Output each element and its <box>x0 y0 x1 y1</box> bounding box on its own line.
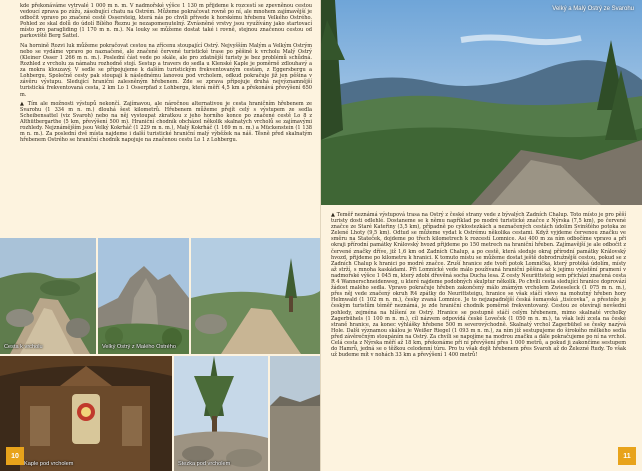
photo-stezka <box>174 356 268 471</box>
photo-trail-image <box>191 238 321 354</box>
panorama-caption: Velký a Malý Ostrý ze Svarohu <box>552 6 634 12</box>
photo-path-caption: Cesta k vrcholu <box>4 344 43 350</box>
photo-chapel <box>0 356 172 471</box>
photo-velky-ostry <box>98 238 189 354</box>
photo-chapel-image <box>0 356 172 471</box>
photo-panorama <box>321 0 642 205</box>
photo-stone-wall <box>270 356 321 471</box>
left-paragraph-1: kde překonáváme vytrvalé 1 000 m n. m. V nadmořské výšce 1 130 m přijdeme k rozcestí se zpevněnou cestou vedoucí zprava po zúžu, zásobující chatu na Ostrém. Můžeme pokračovat rovně po ní, ale mnohem zajímavější je odbočit vpravo po značené cestě Ossersteig, která nás po chvíli přivede k horskému hřebenu Velkého Ostrého. Pohled ze skal dolů do údolí Bílého Řeznu je nezapomenutelný. Zvrásněné vrstvy jsou využívány jako startovací místo pro paragliding (1 170 m n. m.). Na louky se můžeme dostat také i rovně, stejnou značenou cestou od parkoviště Berg Sattel. <box>20 3 312 40</box>
photo-chapel-caption: Kaple pod vrcholem <box>24 461 74 467</box>
photo-trail <box>191 238 321 354</box>
right-page-number: 11 <box>618 447 636 465</box>
right-paragraph-1: ▲ Teměř neznámá výstupová trasa na Ostrý z české strany vede z bývalých Zadních Chalup. Toto místo je pro pěší turisty dosti odlehlé. Dostaneme se k němu například po modré turistické značce z Nýrska (7,5 km), po červené značce ze Staré Kateřiny (3,5 km), případně po cyklostezkách a neznačených cestách údolím Svinšťého potoka ze Zelené Lhoty (9,5 km). Odtud se můžeme vydat k Ostrému několika cestami. Když vyjdeme červenou značku ve směru na Stateček, dojdeme po třech kilometrech k rozcestí Lomnice. Asi 400 m za ním odbočíme vpravo a při okraji přírodní památky Královský hvozd přijdeme po 150 metrech na hraniční hřeben. Zajímavější je ale odbočit z červené značky dříve, již 1,6 km od Zadních Chalup, a po cestě, která sleduje okraj přírodní památky Královský hvozd, přijdeme po kilometru k hranici. K tomuto místu se můžeme dostat ještě dobrodružnější cestou, pokud se z Zadních Chalup k hranici po modré značce. Zruší hranice zde tvoří potok Lomnička, který protéká údolím, místy až strží, s mnoha kaskádami. Při Lomnické vede málo používaná hraniční pěšina až k jejímu vyústění pramení v nadmořské výšce 1 045 m, který zdobí dřevěná socha Ducha lesa. Z cesty Neuriittsteig sem přichází značená cesta R 4 Wannerschneidenweg, u které najdeme podobných skulptur několik. Po chvíli cesta sledující hranice doprovází žádost malého sedla. Vpravo pokračuje hřeben zakončený málo známým vrcholem Zwieseleck (1 075 m n. m.), přes něj vede značený okruh R4 zpátky do Neurittsteigu, hranice se však stáčí vlevo na mohutný hřeben hory Helmwald (1 102 m n. m.), česky zvaná Lomnice. Je to nejzapadnější česká šumavská „tisícovka“, a přestože je českým turistům téměř neznámá, je zde hraniční chodník poměrně frekventovaný. Cestou ze otevírají nevšední pohledy, zejména na hlíšení ze Ostrý. Hranice se postupně stáčí celým hřebenem, mimo skalnaté vrcholky Zagerbühels (1 100 m n. m.), cíl názvem odpovídá české Loveček (1 050 m n. m.), ta však leží zcela na české straně hranice, za konec výhlášky hřebene 500 m severovýchodně. Skalnatý vrchol Zagerbühel se česky nazývá Hole. Dalši významou skálou je Weißer Riegel (1 093 m n. m.), za ním již sestupujeme do širokého mělkého sedla před závěrečným stoupáním na Ostrý. Za chvíli se napojíme na modrou značku a dále pokračujeme po ní na vrchol. Celá cesta z Nýrska měří až 18 km, překonáme při ní převýšení přes 1 000 metrů, a pokud ji zakončíme sestupem do Hamrů, jedná se o těžkou celodenní túru. Pro tu však dojít hřebenem přes Svaroh až do Železné Rudy. To však už budeme mít v nohách 33 km a převýšení 1 400 metrů! <box>331 212 626 359</box>
panorama-image <box>321 0 642 205</box>
photo-path-to-summit <box>0 238 96 354</box>
photo-velky-ostry-caption: Velký Ostrý z Malého Ostrého <box>102 344 176 350</box>
photo-stezka-caption: Stezka pod vrcholem <box>178 461 231 467</box>
right-page <box>321 0 642 471</box>
left-paragraph-3: ▲ Tím ale možnosti výstupů nekončí. Zajímavou, ale náročnou alternativou je cesta hraničním hřebenem ze Svarohu (1 334 m n. m.) dlouhá šest kilometrů. Hřebenem můžeme přejít celý s výstupem ze sedla Scheibensattel (viz Svaroh) nebo na něj vystoupat zkratkou z jeho horního konce po značené cestě Lo 8 z Althütbergarthe (5 km, převýšení 500 m). Hraniční chodník obcházel několik skalnatých vrcholů se zajímavými rozhledy. Nejznámějším jsou Velký Kokrháč (1 229 m n. m.), Malý Kokrháč (1 169 m n. m.) a Mückenstein (1 138 m n. m.). Za poslední dvě místa najdeme i další turistické hraniční malý výběžek na náš. Těsně před skalnatým hřebenem Ostrého se hraniční chodník napojuje na značenou cestu Lo 1 z Lohbergu. <box>20 100 312 144</box>
left-page-number: 10 <box>6 447 24 465</box>
left-paragraph-2: Na hornině Rozvi luk můžeme pokračovat cestou na zřícenu stoupající Ostrý. Nejvyšším Malým a Velkým Ostrým nebo se vydáme vpravo po naznačené, ale značené červené turistické trase po pěšině k vrcholu Malý Ostrý (Kleiner Osser 1 266 m n. m.). Poslední část vede po skále, ale pro zdatnější turisty je bez problémů schůdná. Rozhled z vrcholu za námahu rozhodně stojí. Sestup a travers do sedla u Klenské Kaple je poměrně zdlouhavý a za mokra klouzavý. V sedle se připojujeme k dalším turistickým frekventovaným cestám, z Eggersbergu a Lohbergu. Společně cesty pak stoupají k následnému lanovou pod vrcholem, odkud pokračuje již jen pěšina v závěru výstupu. Sledující hraniční zalesněným hřebenem. Zde se zprava připojuje druhá nejvýznamnější turistická frekventovaná cesta, 2 km Lo 1 Osserpfad z Lohbergu, která měří 4,5 km a překonává převýšení 650 m. <box>20 42 312 98</box>
photo-wall-image <box>270 356 321 471</box>
right-text-block <box>331 212 626 361</box>
left-text-block <box>20 3 312 147</box>
photo-path-image <box>0 238 96 354</box>
photo-stezka-image <box>174 356 268 471</box>
photo-summit-image <box>98 238 189 354</box>
